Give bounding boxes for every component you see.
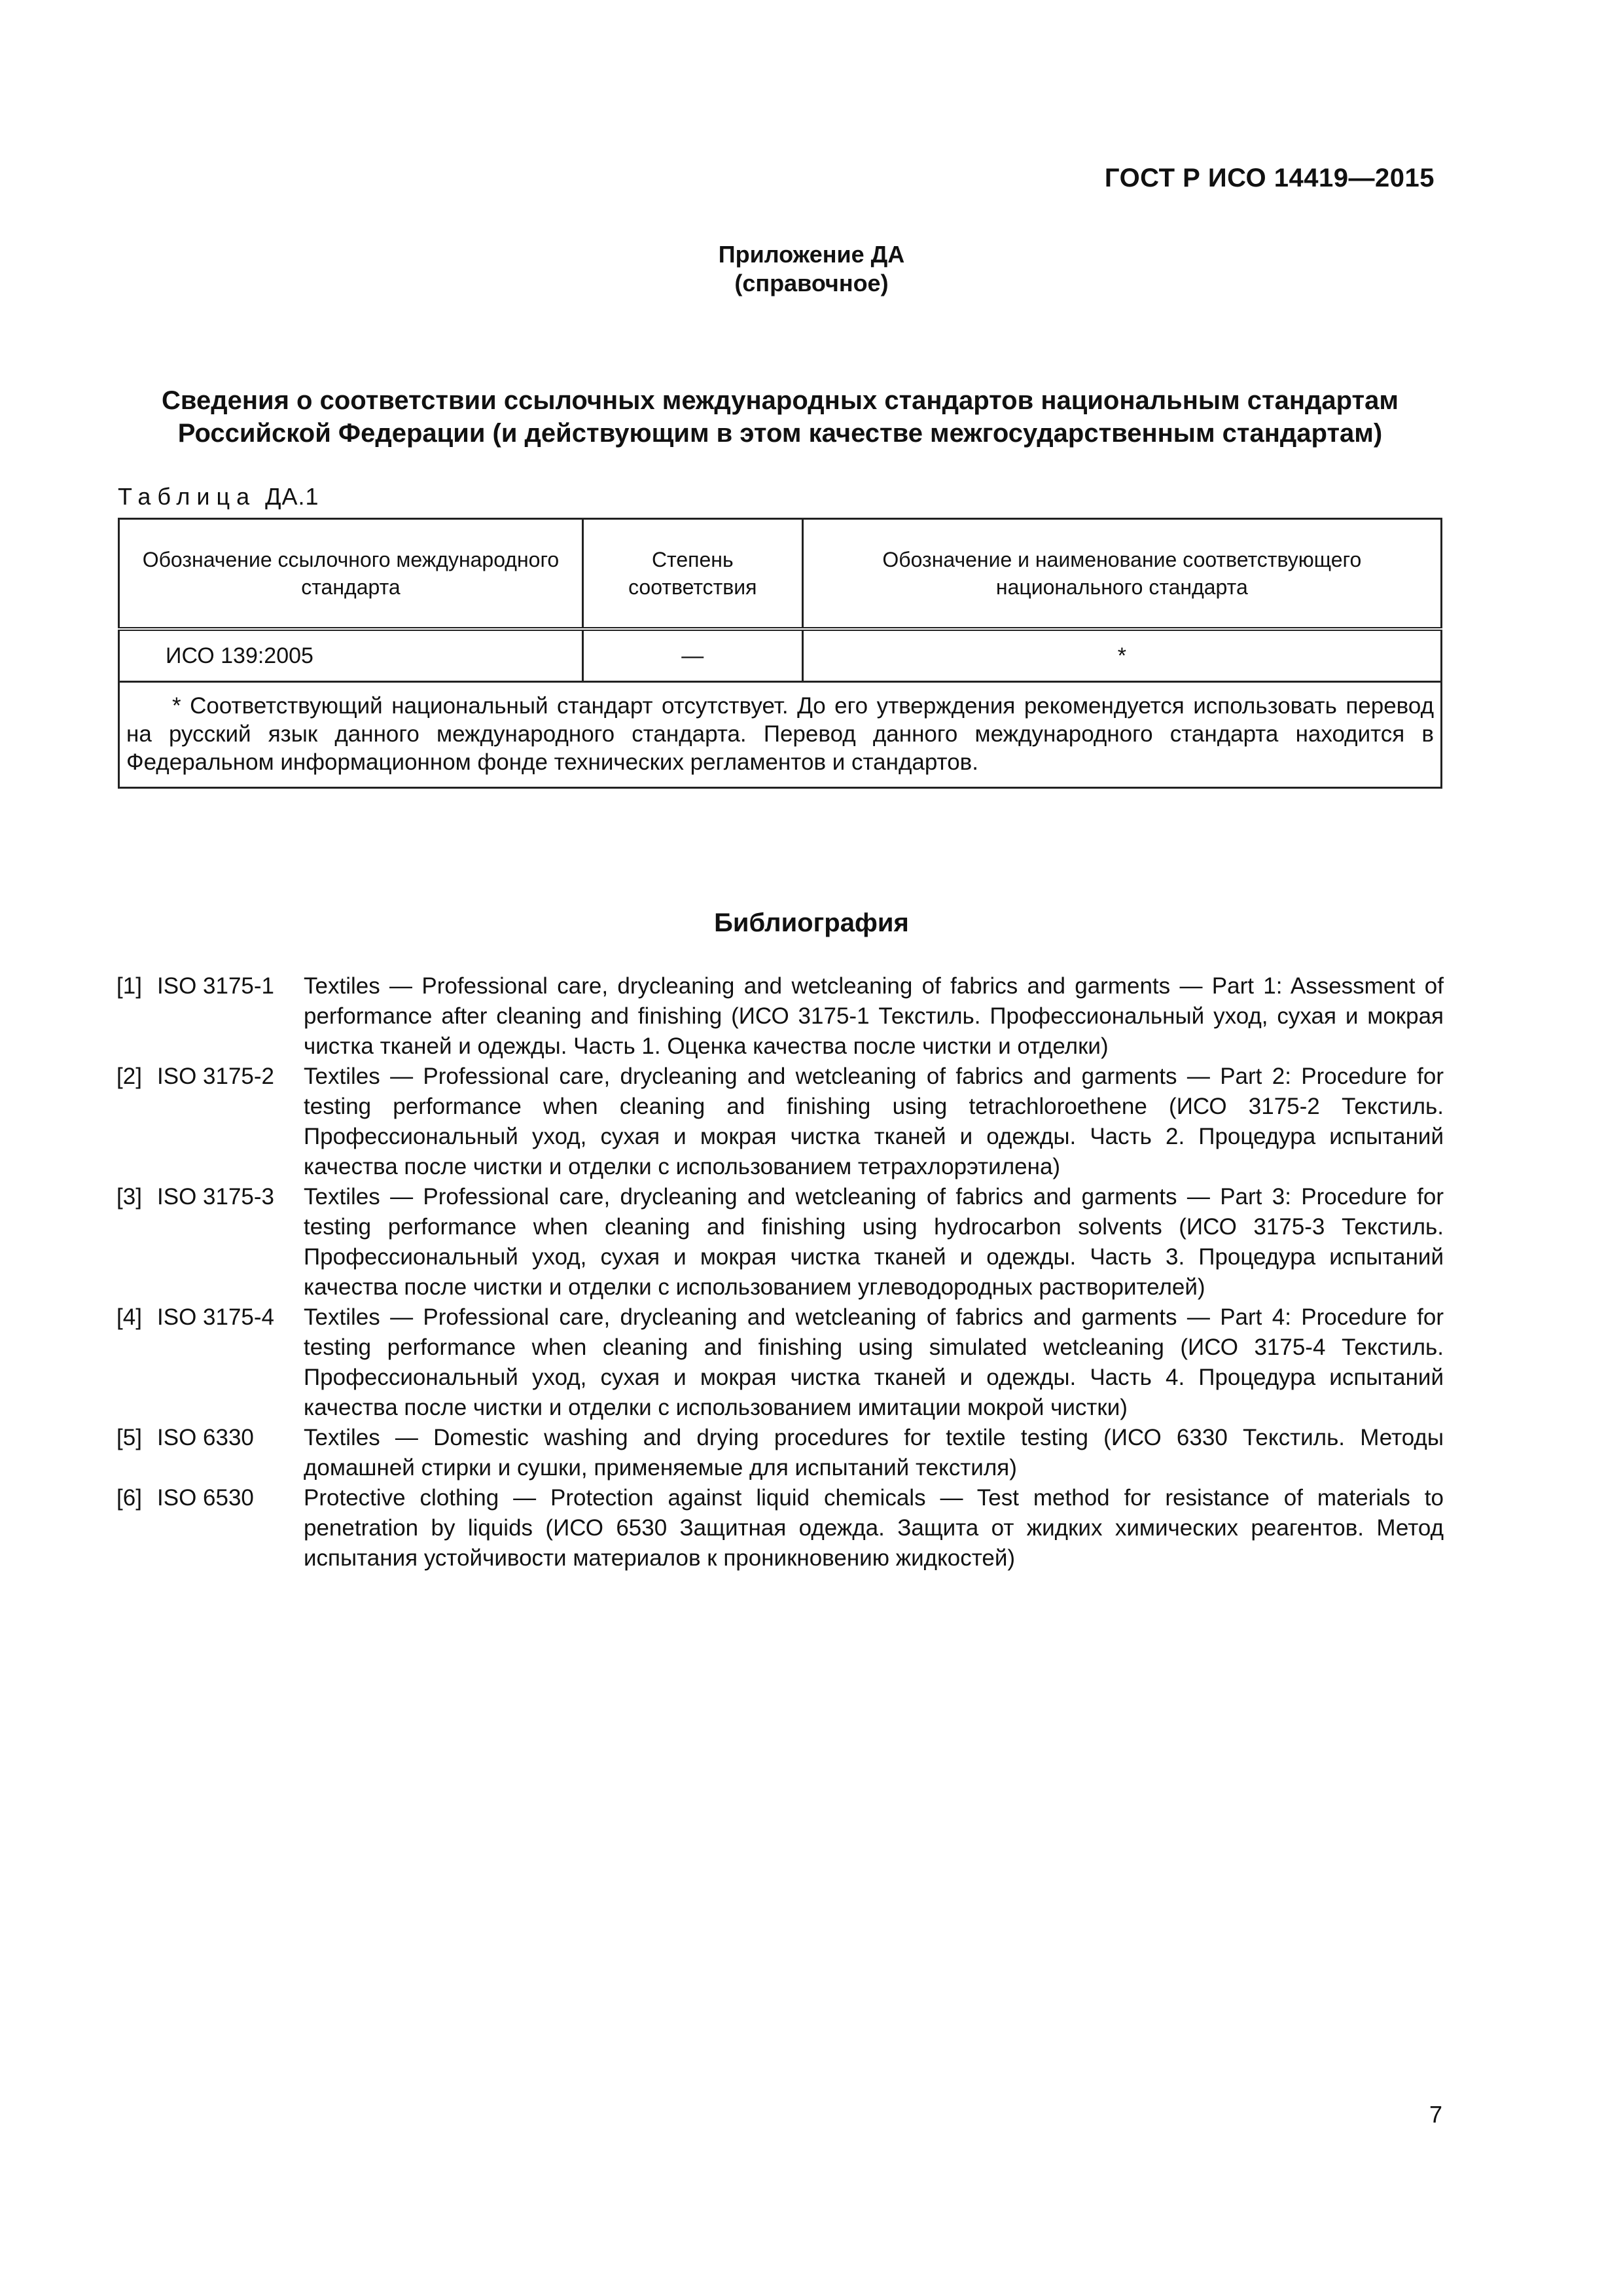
table-footnote: * Соответствующий национальный стандарт отсутствует. До его утверждения рекомендуется использовать перевод на русский язык данного международного стандарта. Перевод данного международного стандарта находится в Федеральном информационном фонде технических регламентов и стандартов.: [119, 682, 1442, 788]
table-cell-reference: ИСО 139:2005: [119, 629, 583, 682]
section-title-line-2: Российской Федерации (и действующим в этом качестве межгосударственным стандартам): [177, 419, 1383, 448]
table-caption-word: Таблица: [118, 483, 257, 510]
table-header-degree: Степень соответствия: [582, 519, 802, 630]
bibliography-code: ISO 3175-2: [157, 1064, 274, 1089]
document-code: ГОСТ Р ИСО 14419—2015: [1104, 164, 1435, 192]
appendix-heading: [0, 240, 1623, 298]
bibliography-number: [4]: [116, 1304, 142, 1330]
bibliography-entry: [116, 1423, 1444, 1483]
bibliography-text: Textiles — Professional care, drycleaning and wetcleaning of fabrics and garments — Part 4: Procedure for testing performance when cleaning and finishing using simulated wetcleaning (ИСО 3175-4 Текстиль. Профессиональный уход, сухая и мокрая чистка тканей и одежды. Часть 4. Процедура испытаний качества после чистки и отделки с использованием имитации мокрой чистки): [304, 1304, 1444, 1420]
table-caption: [118, 483, 319, 511]
bibliography-code: ISO 6330: [157, 1425, 254, 1450]
bibliography-text: Textiles — Professional care, drycleaning and wetcleaning of fabrics and garments — Part 2: Procedure for testing performance when cleaning and finishing using tetrachloroethene (ИСО 3175-2 Текстиль. Профессиональный уход, сухая и мокрая чистка тканей и одежды. Часть 2. Процедура испытаний качества после чистки и отделки с использованием тетрахлорэтилена): [304, 1064, 1444, 1179]
table-header-national: Обозначение и наименование соответствующего национального стандарта: [802, 519, 1441, 630]
bibliography-entry: [116, 1302, 1444, 1423]
bibliography-number: [6]: [116, 1485, 142, 1511]
bibliography-text: Textiles — Professional care, drycleaning and wetcleaning of fabrics and garments — Part 3: Procedure for testing performance when cleaning and finishing using hydrocarbon solvents (ИСО 3175-3 Текстиль. Профессиональный уход, сухая и мокрая чистка тканей и одежды. Часть 3. Процедура испытаний качества после чистки и отделки с использованием углеводородных растворителей): [304, 1184, 1444, 1300]
page-number: 7: [1429, 2101, 1442, 2128]
table-cell-degree: —: [582, 629, 802, 682]
bibliography-code: ISO 3175-1: [157, 973, 274, 999]
table-caption-number: ДА.1: [265, 483, 319, 510]
table-row: [119, 629, 1442, 682]
section-title: [118, 384, 1442, 450]
bibliography-entry: [116, 1483, 1444, 1573]
correspondence-table: [118, 518, 1442, 789]
bibliography-number: [1]: [116, 973, 142, 999]
table-header-reference: Обозначение ссылочного международного стандарта: [119, 519, 583, 630]
table-footnote-row: [119, 682, 1442, 788]
bibliography-code: ISO 3175-3: [157, 1184, 274, 1210]
bibliography-text: Textiles — Professional care, drycleaning and wetcleaning of fabrics and garments — Part 1: Assessment of performance after cleaning and finishing (ИСО 3175-1 Текстиль. Профессиональный уход, сухая и мокрая чистка тканей и одежды. Часть 1. Оценка качества после чистки и отделки): [304, 973, 1444, 1059]
bibliography-entry: [116, 1182, 1444, 1302]
bibliography-title: Библиография: [714, 908, 909, 937]
appendix-title: Приложение ДА: [718, 241, 905, 268]
table-header-row: [119, 519, 1442, 630]
bibliography-code: ISO 3175-4: [157, 1304, 274, 1330]
bibliography-text: Protective clothing — Protection against liquid chemicals — Test method for resistance of materials to penetration by liquids (ИСО 6530 Защитная одежда. Защита от жидких химических реагентов. Метод испытания устойчивости материалов к проникновению жидкостей): [304, 1485, 1444, 1571]
bibliography-number: [2]: [116, 1064, 142, 1089]
section-title-line-1: Сведения о соответствии ссылочных международных стандартов национальным стандартам: [162, 386, 1399, 415]
bibliography-number: [5]: [116, 1425, 142, 1450]
bibliography-entry: [116, 1062, 1444, 1182]
bibliography-entry: [116, 971, 1444, 1062]
bibliography-number: [3]: [116, 1184, 142, 1210]
bibliography-text: Textiles — Domestic washing and drying procedures for textile testing (ИСО 6330 Текстиль. Методы домашней стирки и сушки, применяемые для испытаний текстиля): [304, 1425, 1444, 1480]
bibliography-list: [116, 971, 1444, 1573]
appendix-note: (справочное): [734, 270, 889, 296]
bibliography-code: ISO 6530: [157, 1485, 254, 1511]
table-cell-national: *: [802, 629, 1441, 682]
